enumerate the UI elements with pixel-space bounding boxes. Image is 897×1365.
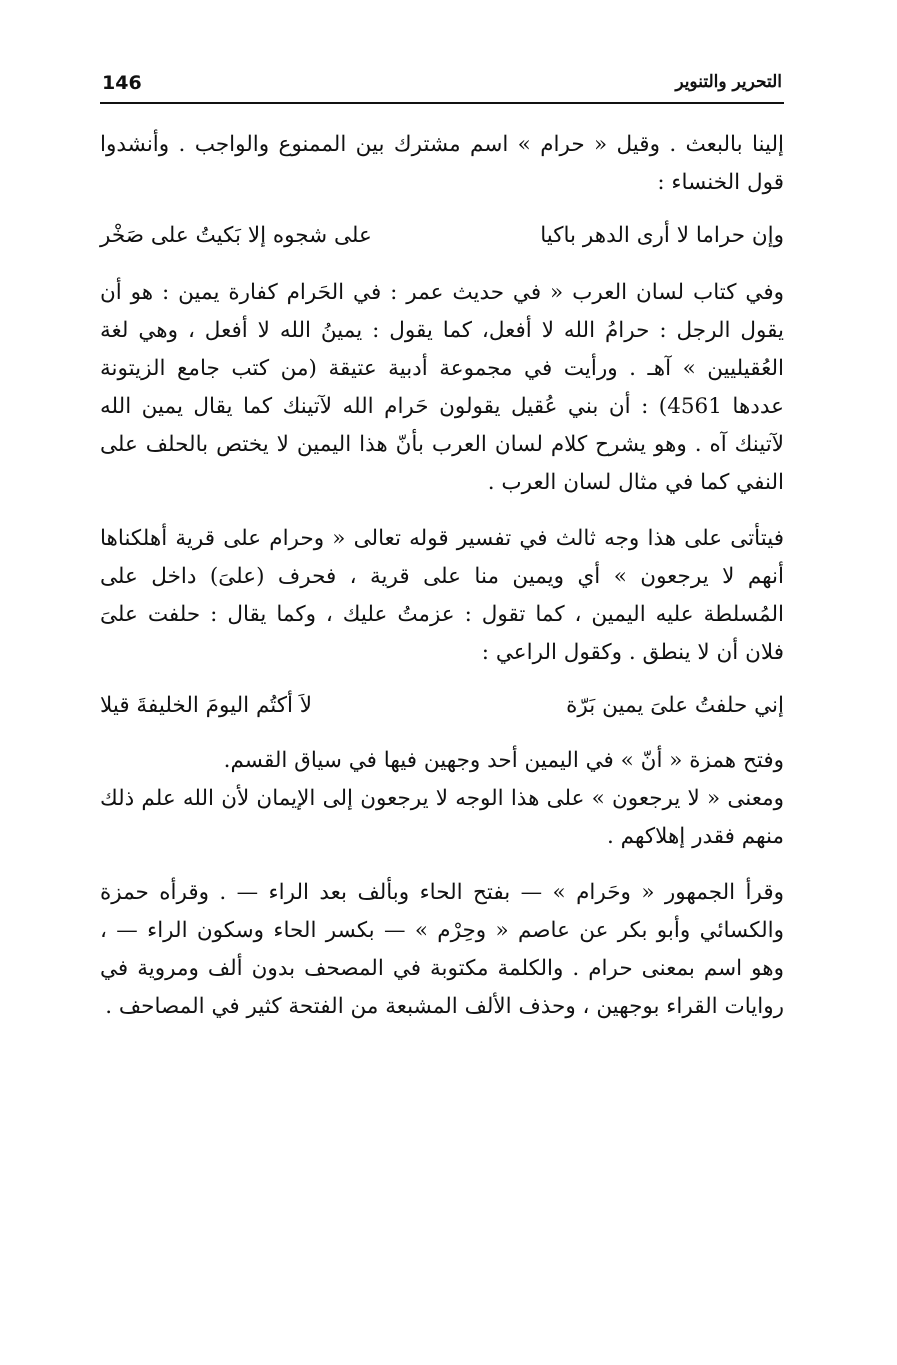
paragraph-4: وفتح همزة « أنّ » في اليمين أحد وجهين فيها في سياق القسم. bbox=[223, 748, 784, 773]
paragraph-6: وقرأ الجمهور « وحَرام » — بفتح الحاء وبألف بعد الراء — . وقرأه حمزة والكسائي وأبو بكر عن عاصم « وحِرْم » — بكسر الحاء وسكون الراء — ، وهو اسم بمعنى حرام . والكلمة مكتوبة في المصحف بدون ألف ومروية في روايات القراء بوجهين ، وحذف الألف المشبعة من الفتحة كثير في المصاحف . bbox=[100, 880, 784, 1019]
verse-second-hemistich: على شجوه إلا بَكيتُ على صَخْر bbox=[100, 223, 372, 248]
paragraph-3: فيتأتى على هذا وجه ثالث في تفسير قوله تعالى « وحرام على قرية أهلكناها أنهم لا يرجعون » أي ويمين منا على قرية ، فحرف (علىَ) داخل على المُسلطة عليه اليمين ، كما تقول : عزمتُ عليك ، وكما يقال : حلفت علىَ فلان أن لا ينطق . وكقول الراعي : bbox=[100, 526, 784, 665]
verse-first-hemistich: إني حلفتُ علىَ يمين بَرّة bbox=[566, 693, 784, 718]
page-number: 146 bbox=[102, 72, 142, 94]
verse-rai bbox=[100, 686, 784, 726]
verse-khansa bbox=[100, 216, 784, 256]
paragraph-5: ومعنى « لا يرجعون » على هذا الوجه لا يرجعون إلى الإيمان لأن الله علم ذلك منهم فقدر إهلاكهم . bbox=[100, 786, 784, 849]
page-header bbox=[100, 68, 784, 104]
verse-first-hemistich: وإن حراما لا أرى الدهر باكيا bbox=[540, 223, 784, 248]
paragraph-2: وفي كتاب لسان العرب « في حديث عمر : في الحَرام كفارة يمين : هو أن يقول الرجل : حرامُ الله لا أفعل، كما يقول : يمينُ الله لا أفعل ، وهي لغة العُقيليين » آهـ . ورأيت في مجموعة أدبية عتيقة (من كتب جامع الزيتونة عددها 4561) : أن بني عُقيل يقولون حَرام الله لآتينك كما يقال يمين الله لآتينك آه . وهو يشرح كلام لسان العرب بأنّ هذا اليمين لا يختص بالحلف على النفي كما في مثال لسان العرب . bbox=[100, 280, 784, 495]
running-title: التحرير والتنوير bbox=[675, 72, 782, 92]
paragraph-1: إلينا بالبعث . وقيل « حرام » اسم مشترك بين الممنوع والواجب . وأنشدوا قول الخنساء : bbox=[100, 132, 784, 195]
page-body bbox=[100, 126, 784, 1026]
verse-second-hemistich: لاَ أكتُم اليومَ الخليفةَ قيلا bbox=[100, 693, 313, 718]
